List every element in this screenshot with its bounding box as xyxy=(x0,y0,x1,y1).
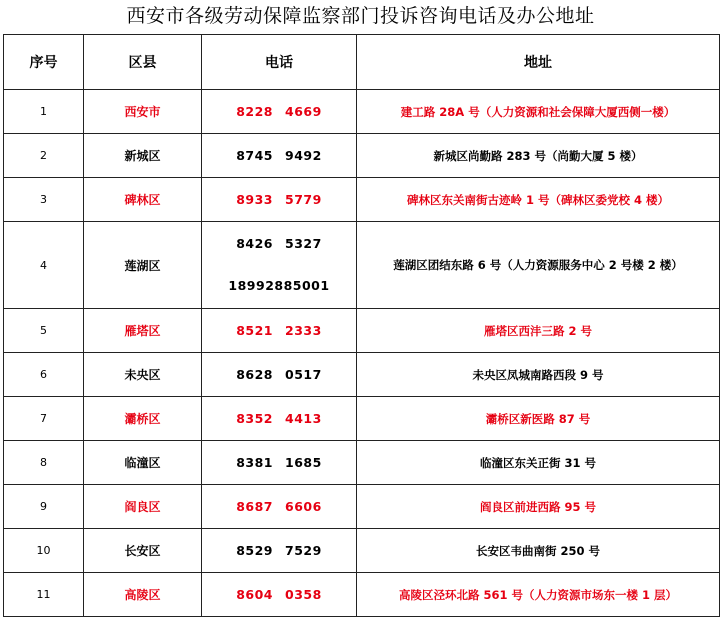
row-address: 长安区韦曲南街 250 号 xyxy=(357,529,720,573)
row-number: 11 xyxy=(4,573,84,617)
table-row xyxy=(4,222,720,309)
row-number: 8 xyxy=(4,441,84,485)
table-row xyxy=(4,573,720,617)
table-row xyxy=(4,134,720,178)
row-number: 6 xyxy=(4,353,84,397)
phone-line xyxy=(202,234,356,254)
table-row xyxy=(4,90,720,134)
row-address: 临潼区东关正街 31 号 xyxy=(357,441,720,485)
phone-part: 8745 xyxy=(236,148,273,163)
header-no: 序号 xyxy=(4,35,84,90)
phone-part: 4413 xyxy=(285,411,322,426)
header-row xyxy=(4,35,720,90)
row-address: 高陵区泾环北路 561 号（人力资源市场东一楼 1 层） xyxy=(357,573,720,617)
row-phone xyxy=(202,90,357,134)
phone-part: 8381 xyxy=(236,455,273,470)
row-district: 高陵区 xyxy=(84,573,202,617)
row-address: 阎良区前进西路 95 号 xyxy=(357,485,720,529)
header-district: 区县 xyxy=(84,35,202,90)
row-number: 9 xyxy=(4,485,84,529)
row-address: 未央区凤城南路西段 9 号 xyxy=(357,353,720,397)
phone-part: 2333 xyxy=(285,323,322,338)
phone-part: 6606 xyxy=(285,499,322,514)
row-district: 长安区 xyxy=(84,529,202,573)
table-row xyxy=(4,178,720,222)
phone-part: 8933 xyxy=(236,192,273,207)
row-number: 1 xyxy=(4,90,84,134)
row-phone xyxy=(202,573,357,617)
phone-part: 8426 xyxy=(236,236,273,251)
row-phone xyxy=(202,178,357,222)
row-number: 3 xyxy=(4,178,84,222)
phone-part: 8521 xyxy=(236,323,273,338)
row-number: 7 xyxy=(4,397,84,441)
table-row xyxy=(4,529,720,573)
table-row xyxy=(4,353,720,397)
row-district: 莲湖区 xyxy=(84,222,202,309)
phone-part: 1685 xyxy=(285,455,322,470)
row-district: 雁塔区 xyxy=(84,309,202,353)
row-phone xyxy=(202,441,357,485)
phone-part: 8687 xyxy=(236,499,273,514)
row-address: 碑林区东关南街古迹岭 1 号（碑林区委党校 4 楼） xyxy=(357,178,720,222)
row-phone xyxy=(202,222,357,309)
phone-part: 0517 xyxy=(285,367,322,382)
phone-part: 0358 xyxy=(285,587,322,602)
table-row xyxy=(4,485,720,529)
row-district: 阎良区 xyxy=(84,485,202,529)
page-title: 西安市各级劳动保障监察部门投诉咨询电话及办公地址 xyxy=(126,5,595,27)
row-district: 西安市 xyxy=(84,90,202,134)
header-address: 地址 xyxy=(357,35,720,90)
row-address: 莲湖区团结东路 6 号（人力资源服务中心 2 号楼 2 楼） xyxy=(357,222,720,309)
row-phone xyxy=(202,485,357,529)
header-phone: 电话 xyxy=(202,35,357,90)
row-district: 未央区 xyxy=(84,353,202,397)
row-number: 2 xyxy=(4,134,84,178)
row-district: 碑林区 xyxy=(84,178,202,222)
row-district: 临潼区 xyxy=(84,441,202,485)
phone-part: 7529 xyxy=(285,543,322,558)
contact-table xyxy=(3,34,720,617)
row-number: 10 xyxy=(4,529,84,573)
table-row xyxy=(4,441,720,485)
row-number: 4 xyxy=(4,222,84,309)
row-address: 灞桥区新医路 87 号 xyxy=(357,397,720,441)
row-district: 灞桥区 xyxy=(84,397,202,441)
row-phone xyxy=(202,134,357,178)
phone-part: 8352 xyxy=(236,411,273,426)
row-number: 5 xyxy=(4,309,84,353)
table-row xyxy=(4,309,720,353)
phone-mobile: 18992885001 xyxy=(228,278,330,293)
phone-part: 8529 xyxy=(236,543,273,558)
row-phone xyxy=(202,309,357,353)
phone-part: 5327 xyxy=(285,236,322,251)
row-address: 建工路 28A 号（人力资源和社会保障大厦西侧一楼） xyxy=(357,90,720,134)
row-district: 新城区 xyxy=(84,134,202,178)
row-phone xyxy=(202,353,357,397)
phone-part: 4669 xyxy=(285,104,322,119)
row-address: 雁塔区西沣三路 2 号 xyxy=(357,309,720,353)
row-phone xyxy=(202,529,357,573)
row-address: 新城区尚勤路 283 号（尚勤大厦 5 楼） xyxy=(357,134,720,178)
phone-part: 9492 xyxy=(285,148,322,163)
phone-part: 8228 xyxy=(236,104,273,119)
phone-part: 8604 xyxy=(236,587,273,602)
table-row xyxy=(4,397,720,441)
row-phone xyxy=(202,397,357,441)
phone-part: 5779 xyxy=(285,192,322,207)
phone-part: 8628 xyxy=(236,367,273,382)
